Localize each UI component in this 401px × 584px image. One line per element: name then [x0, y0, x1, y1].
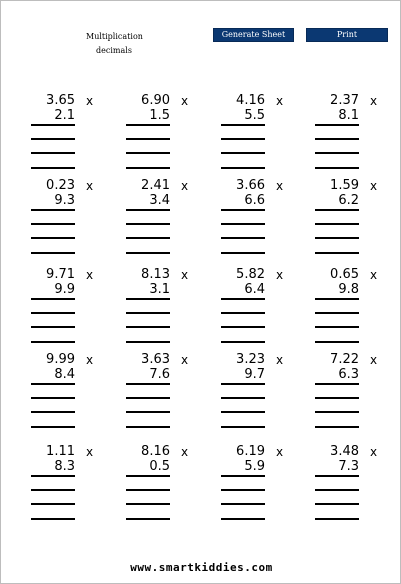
- answer-line: [221, 397, 265, 399]
- answer-line: [31, 426, 75, 428]
- math-problem: [126, 444, 189, 522]
- answer-line: [31, 167, 75, 169]
- answer-line: [31, 237, 75, 239]
- multiply-sign: x: [181, 268, 189, 282]
- multiplicand: 3.48: [330, 444, 359, 459]
- answer-line: [31, 411, 75, 413]
- multiplier: 7.3: [338, 459, 359, 474]
- multiplier: 3.1: [149, 282, 170, 297]
- product-rule-line: [126, 124, 170, 126]
- title-line-1: Multiplication: [86, 32, 143, 41]
- answer-line: [126, 237, 170, 239]
- print-button[interactable]: Print: [306, 28, 388, 42]
- multiplier: 9.3: [54, 193, 75, 208]
- multiplicand: 0.23: [46, 178, 75, 193]
- product-rule-line: [126, 475, 170, 477]
- math-problem: [315, 444, 378, 522]
- answer-line: [126, 489, 170, 491]
- math-problem: [221, 352, 284, 430]
- answer-line: [315, 252, 359, 254]
- answer-line: [315, 152, 359, 154]
- math-problem: [31, 178, 94, 256]
- multiplier: 5.9: [244, 459, 265, 474]
- answer-line: [126, 411, 170, 413]
- math-problem: [126, 93, 189, 171]
- answer-line: [315, 397, 359, 399]
- answer-line: [315, 411, 359, 413]
- answer-line: [31, 518, 75, 520]
- answer-line: [221, 426, 265, 428]
- multiply-sign: x: [276, 94, 284, 108]
- answer-line: [315, 518, 359, 520]
- product-rule-line: [221, 298, 265, 300]
- multiply-sign: x: [181, 353, 189, 367]
- generate-sheet-button[interactable]: Generate Sheet: [213, 28, 294, 42]
- math-problem: [315, 178, 378, 256]
- answer-line: [315, 341, 359, 343]
- answer-line: [221, 237, 265, 239]
- answer-line: [126, 152, 170, 154]
- multiply-sign: x: [86, 445, 94, 459]
- answer-line: [31, 312, 75, 314]
- product-rule-line: [221, 383, 265, 385]
- answer-line: [315, 138, 359, 140]
- answer-line: [126, 138, 170, 140]
- product-rule-line: [126, 298, 170, 300]
- answer-line: [221, 138, 265, 140]
- product-rule-line: [315, 383, 359, 385]
- answer-line: [221, 152, 265, 154]
- answer-line: [315, 167, 359, 169]
- multiplicand: 9.99: [46, 352, 75, 367]
- answer-line: [126, 397, 170, 399]
- multiplier: 9.9: [54, 282, 75, 297]
- math-problem: [315, 267, 378, 345]
- answer-line: [126, 518, 170, 520]
- multiplicand: 3.66: [236, 178, 265, 193]
- multiply-sign: x: [370, 353, 378, 367]
- product-rule-line: [31, 298, 75, 300]
- answer-line: [221, 518, 265, 520]
- answer-line: [221, 223, 265, 225]
- math-problem: [221, 93, 284, 171]
- multiplicand: 6.90: [141, 93, 170, 108]
- math-problem: [315, 93, 378, 171]
- multiplier: 7.6: [149, 367, 170, 382]
- answer-line: [126, 167, 170, 169]
- multiply-sign: x: [86, 179, 94, 193]
- multiplier: 6.4: [244, 282, 265, 297]
- multiplicand: 7.22: [330, 352, 359, 367]
- math-problem: [31, 444, 94, 522]
- math-problem: [126, 267, 189, 345]
- multiplier: 6.3: [338, 367, 359, 382]
- answer-line: [315, 326, 359, 328]
- answer-line: [31, 138, 75, 140]
- answer-line: [315, 312, 359, 314]
- multiplier: 9.8: [338, 282, 359, 297]
- answer-line: [126, 312, 170, 314]
- math-problem: [126, 352, 189, 430]
- multiplicand: 6.19: [236, 444, 265, 459]
- product-rule-line: [31, 209, 75, 211]
- math-problem: [221, 178, 284, 256]
- product-rule-line: [31, 475, 75, 477]
- answer-line: [315, 223, 359, 225]
- answer-line: [221, 489, 265, 491]
- multiplicand: 2.37: [330, 93, 359, 108]
- multiply-sign: x: [276, 268, 284, 282]
- multiply-sign: x: [370, 179, 378, 193]
- answer-line: [315, 489, 359, 491]
- answer-line: [31, 503, 75, 505]
- multiplicand: 0.65: [330, 267, 359, 282]
- answer-line: [31, 326, 75, 328]
- product-rule-line: [221, 124, 265, 126]
- product-rule-line: [221, 209, 265, 211]
- math-problem: [31, 267, 94, 345]
- answer-line: [221, 326, 265, 328]
- product-rule-line: [221, 475, 265, 477]
- answer-line: [126, 326, 170, 328]
- math-problem: [31, 352, 94, 430]
- multiplicand: 1.11: [46, 444, 75, 459]
- multiply-sign: x: [276, 445, 284, 459]
- answer-line: [126, 426, 170, 428]
- answer-line: [31, 341, 75, 343]
- multiplier: 2.1: [54, 108, 75, 123]
- multiplicand: 3.65: [46, 93, 75, 108]
- answer-line: [221, 503, 265, 505]
- multiplier: 1.5: [149, 108, 170, 123]
- multiply-sign: x: [181, 94, 189, 108]
- answer-line: [126, 503, 170, 505]
- multiply-sign: x: [370, 94, 378, 108]
- multiplier: 3.4: [149, 193, 170, 208]
- answer-line: [31, 397, 75, 399]
- multiplicand: 4.16: [236, 93, 265, 108]
- answer-line: [31, 489, 75, 491]
- answer-line: [221, 167, 265, 169]
- answer-line: [315, 237, 359, 239]
- multiplicand: 1.59: [330, 178, 359, 193]
- multiplicand: 5.82: [236, 267, 265, 282]
- answer-line: [315, 503, 359, 505]
- math-problem: [31, 93, 94, 171]
- multiplier: 6.6: [244, 193, 265, 208]
- math-problem: [315, 352, 378, 430]
- product-rule-line: [315, 298, 359, 300]
- multiply-sign: x: [181, 445, 189, 459]
- multiply-sign: x: [181, 179, 189, 193]
- multiplier: 8.3: [54, 459, 75, 474]
- answer-line: [31, 252, 75, 254]
- answer-line: [126, 223, 170, 225]
- multiply-sign: x: [86, 268, 94, 282]
- answer-line: [31, 223, 75, 225]
- answer-line: [31, 152, 75, 154]
- answer-line: [315, 426, 359, 428]
- answer-line: [221, 341, 265, 343]
- answer-line: [221, 252, 265, 254]
- footer-site-url: www.smartkiddies.com: [130, 561, 273, 574]
- multiplicand: 8.16: [141, 444, 170, 459]
- multiply-sign: x: [370, 445, 378, 459]
- multiplier: 9.7: [244, 367, 265, 382]
- product-rule-line: [31, 124, 75, 126]
- multiplier: 5.5: [244, 108, 265, 123]
- math-problem: [221, 444, 284, 522]
- title-line-2: decimals: [96, 46, 132, 55]
- multiplicand: 3.63: [141, 352, 170, 367]
- multiplier: 8.1: [338, 108, 359, 123]
- multiplicand: 2.41: [141, 178, 170, 193]
- multiplier: 0.5: [149, 459, 170, 474]
- math-problem: [221, 267, 284, 345]
- math-problem: [126, 178, 189, 256]
- answer-line: [126, 252, 170, 254]
- multiplicand: 8.13: [141, 267, 170, 282]
- product-rule-line: [126, 383, 170, 385]
- multiply-sign: x: [370, 268, 378, 282]
- product-rule-line: [315, 475, 359, 477]
- multiplier: 6.2: [338, 193, 359, 208]
- multiplicand: 3.23: [236, 352, 265, 367]
- answer-line: [126, 341, 170, 343]
- multiply-sign: x: [86, 353, 94, 367]
- multiplier: 8.4: [54, 367, 75, 382]
- answer-line: [221, 312, 265, 314]
- multiply-sign: x: [86, 94, 94, 108]
- answer-line: [221, 411, 265, 413]
- product-rule-line: [31, 383, 75, 385]
- product-rule-line: [315, 124, 359, 126]
- multiply-sign: x: [276, 179, 284, 193]
- multiply-sign: x: [276, 353, 284, 367]
- product-rule-line: [315, 209, 359, 211]
- multiplicand: 9.71: [46, 267, 75, 282]
- worksheet-title: [86, 30, 142, 58]
- product-rule-line: [126, 209, 170, 211]
